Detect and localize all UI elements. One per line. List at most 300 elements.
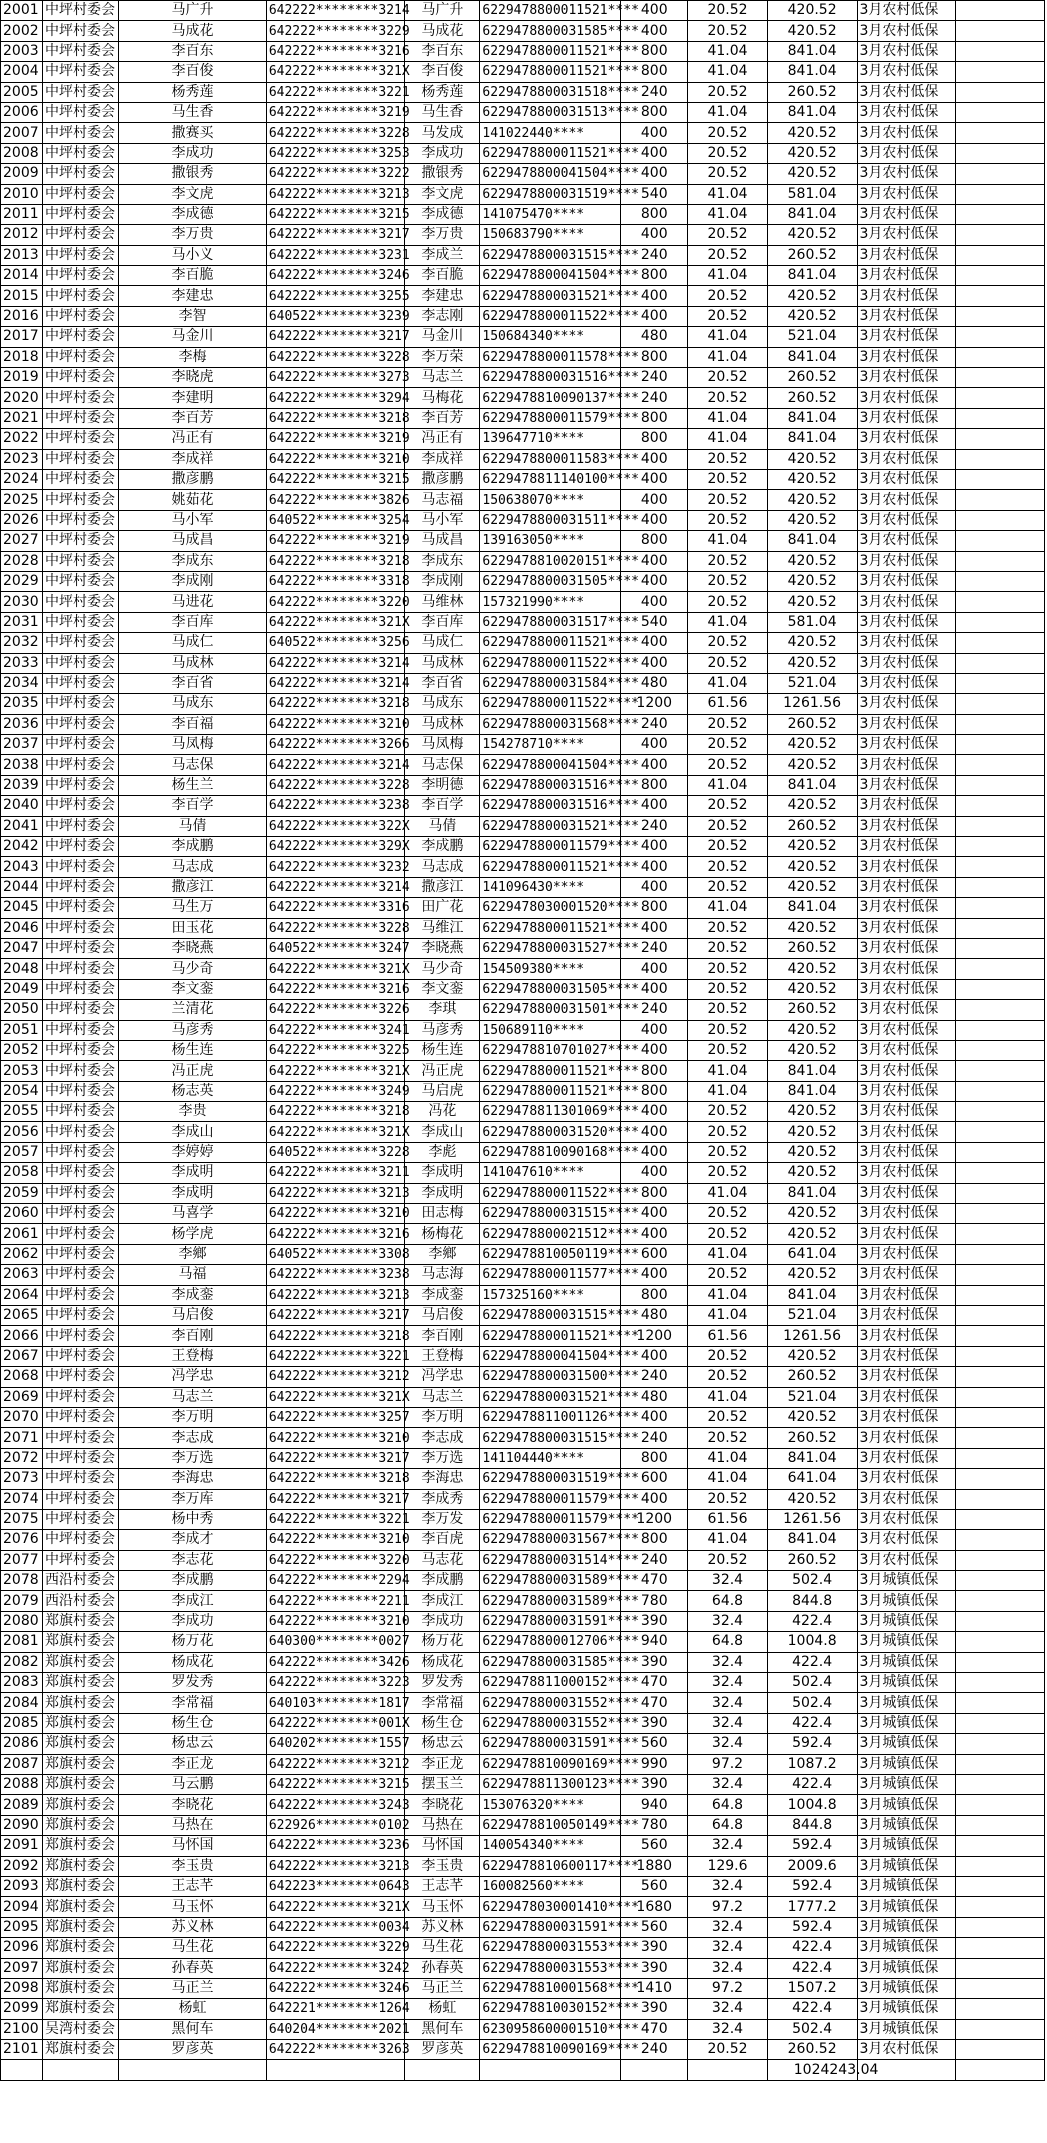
total-amount-cell: 420.52 [767, 979, 857, 999]
blank-cell [956, 633, 1045, 653]
account-cell: 6229478800031516**** [480, 368, 621, 388]
account-cell: 6229478810090168**** [480, 1142, 621, 1162]
account-cell: 6229478800011577**** [480, 1265, 621, 1285]
table-row [1, 1469, 1045, 1489]
table-row [1, 245, 1045, 265]
blank-cell [956, 2060, 1045, 2080]
table-row [1, 2019, 1045, 2039]
seq-cell: 2061 [1, 1224, 43, 1244]
table-row [1, 62, 1045, 82]
account-cell: 160082560**** [480, 1876, 621, 1896]
id-number-cell: 642222********3221 [266, 1509, 405, 1529]
account-cell: 140054340**** [480, 1836, 621, 1856]
village-cell: 中坪村委会 [43, 979, 119, 999]
name-cell: 马小军 [119, 510, 267, 530]
total-amount-cell: 420.52 [767, 143, 857, 163]
category-cell: 3月农村低保 [857, 837, 956, 857]
id-number-cell: 642222********321X [266, 959, 405, 979]
base-amount-cell: 780 [621, 1815, 688, 1835]
base-amount-cell: 390 [621, 1958, 688, 1978]
payee-cell: 李成鹏 [405, 1571, 480, 1591]
name-cell: 李成德 [119, 204, 267, 224]
name-cell: 李百学 [119, 796, 267, 816]
table-row [1, 327, 1045, 347]
base-amount-cell: 940 [621, 1632, 688, 1652]
table-row [1, 1876, 1045, 1896]
seq-cell: 2060 [1, 1204, 43, 1224]
payee-cell: 马志兰 [405, 1387, 480, 1407]
blank-cell [956, 612, 1045, 632]
seq-cell: 2020 [1, 388, 43, 408]
village-cell: 吴湾村委会 [43, 2019, 119, 2039]
payee-cell: 李成东 [405, 551, 480, 571]
payee-cell: 李晓花 [405, 1795, 480, 1815]
subsidy-cell: 61.56 [688, 1509, 768, 1529]
table-row [1, 1204, 1045, 1224]
name-cell: 李婷婷 [119, 1142, 267, 1162]
table-row [1, 1611, 1045, 1631]
id-number-cell: 642222********3221 [266, 82, 405, 102]
name-cell: 黑何车 [119, 2019, 267, 2039]
total-amount-cell: 260.52 [767, 368, 857, 388]
id-number-cell: 642222********3218 [266, 551, 405, 571]
subsidy-cell: 20.52 [688, 979, 768, 999]
account-cell: 154278710**** [480, 735, 621, 755]
base-amount-cell: 400 [621, 592, 688, 612]
payee-cell: 李百省 [405, 673, 480, 693]
seq-cell: 2064 [1, 1285, 43, 1305]
village-cell: 中坪村委会 [43, 653, 119, 673]
table-row [1, 877, 1045, 897]
id-number-cell: 642222********321X [266, 1897, 405, 1917]
id-number-cell: 642222********3213 [266, 1856, 405, 1876]
category-cell: 3月农村低保 [857, 796, 956, 816]
blank-cell [956, 429, 1045, 449]
blank-cell [956, 1550, 1045, 1570]
name-cell: 杨秀莲 [119, 82, 267, 102]
table-row [1, 1163, 1045, 1183]
blank-cell [956, 1673, 1045, 1693]
seq-cell: 2018 [1, 347, 43, 367]
seq-cell: 2041 [1, 816, 43, 836]
account-cell: 6229478800031501**** [480, 1000, 621, 1020]
table-row [1, 755, 1045, 775]
id-number-cell: 642222********3255 [266, 286, 405, 306]
base-amount-cell: 400 [621, 959, 688, 979]
name-cell: 李百俊 [119, 62, 267, 82]
total-amount-cell: 260.52 [767, 388, 857, 408]
seq-cell: 2028 [1, 551, 43, 571]
id-number-cell: 642222********3210 [266, 1611, 405, 1631]
village-cell: 中坪村委会 [43, 1428, 119, 1448]
payee-cell: 马志海 [405, 1265, 480, 1285]
village-cell: 郑旗村委会 [43, 1836, 119, 1856]
total-amount-cell: 581.04 [767, 184, 857, 204]
total-amount-cell: 1507.2 [767, 1978, 857, 1998]
account-cell: 6229478800011578**** [480, 347, 621, 367]
name-cell: 李文虎 [119, 184, 267, 204]
blank-cell [956, 449, 1045, 469]
village-cell: 中坪村委会 [43, 857, 119, 877]
subsidy-cell: 32.4 [688, 1652, 768, 1672]
category-cell: 3月农村低保 [857, 1407, 956, 1427]
id-number-cell: 642222********001X [266, 1713, 405, 1733]
blank-cell [405, 2060, 480, 2080]
account-cell: 6229478800031513**** [480, 102, 621, 122]
table-row [1, 837, 1045, 857]
table-row [1, 1448, 1045, 1468]
grand-total-cell: 1024243.04 [767, 2060, 857, 2080]
total-amount-cell: 260.52 [767, 1367, 857, 1387]
payee-cell: 李成銮 [405, 1285, 480, 1305]
seq-cell: 2014 [1, 266, 43, 286]
seq-cell: 2054 [1, 1081, 43, 1101]
seq-cell: 2086 [1, 1734, 43, 1754]
blank-cell [956, 1958, 1045, 1978]
category-cell: 3月城镇低保 [857, 1836, 956, 1856]
subsidy-cell: 20.52 [688, 633, 768, 653]
category-cell: 3月农村低保 [857, 164, 956, 184]
table-row [1, 694, 1045, 714]
subsidy-cell: 20.52 [688, 1550, 768, 1570]
category-cell: 3月城镇低保 [857, 1652, 956, 1672]
total-amount-cell: 260.52 [767, 82, 857, 102]
table-row [1, 1571, 1045, 1591]
base-amount-cell: 800 [621, 1061, 688, 1081]
table-row [1, 102, 1045, 122]
village-cell: 郑旗村委会 [43, 1978, 119, 1998]
table-row [1, 1020, 1045, 1040]
name-cell: 李成鹏 [119, 1571, 267, 1591]
village-cell: 中坪村委会 [43, 877, 119, 897]
blank-cell [956, 123, 1045, 143]
account-cell: 6229478800011579**** [480, 837, 621, 857]
seq-cell: 2073 [1, 1469, 43, 1489]
village-cell: 中坪村委会 [43, 1407, 119, 1427]
village-cell: 中坪村委会 [43, 918, 119, 938]
total-amount-cell: 422.4 [767, 1652, 857, 1672]
name-cell: 李成才 [119, 1530, 267, 1550]
table-row [1, 1040, 1045, 1060]
total-amount-cell: 260.52 [767, 714, 857, 734]
payee-cell: 马倩 [405, 816, 480, 836]
village-cell: 中坪村委会 [43, 245, 119, 265]
seq-cell: 2059 [1, 1183, 43, 1203]
blank-cell [956, 62, 1045, 82]
subsidy-cell: 41.04 [688, 1530, 768, 1550]
table-row [1, 714, 1045, 734]
seq-cell: 2009 [1, 164, 43, 184]
seq-cell: 2084 [1, 1693, 43, 1713]
base-amount-cell: 400 [621, 1224, 688, 1244]
total-amount-cell: 260.52 [767, 2040, 857, 2060]
blank-cell [956, 408, 1045, 428]
id-number-cell: 642222********3219 [266, 531, 405, 551]
name-cell: 马志保 [119, 755, 267, 775]
blank-cell [956, 1061, 1045, 1081]
id-number-cell: 640522********3254 [266, 510, 405, 530]
name-cell: 杨成花 [119, 1652, 267, 1672]
total-amount-cell: 420.52 [767, 1142, 857, 1162]
blank-cell [956, 1040, 1045, 1060]
base-amount-cell: 400 [621, 551, 688, 571]
table-row [1, 82, 1045, 102]
blank-cell [956, 1020, 1045, 1040]
subsidy-cell: 41.04 [688, 1387, 768, 1407]
total-amount-cell: 841.04 [767, 1285, 857, 1305]
seq-cell: 2023 [1, 449, 43, 469]
id-number-cell: 642222********3294 [266, 388, 405, 408]
blank-cell [266, 2060, 405, 2080]
base-amount-cell: 480 [621, 1306, 688, 1326]
name-cell: 马少奇 [119, 959, 267, 979]
payee-cell: 李成功 [405, 143, 480, 163]
subsidy-cell: 41.04 [688, 1244, 768, 1264]
table-row [1, 1285, 1045, 1305]
base-amount-cell: 400 [621, 510, 688, 530]
blank-cell [956, 1367, 1045, 1387]
seq-cell: 2021 [1, 408, 43, 428]
account-cell: 6229478030001410**** [480, 1897, 621, 1917]
category-cell: 3月农村低保 [857, 102, 956, 122]
total-amount-cell: 420.52 [767, 1489, 857, 1509]
seq-cell: 2029 [1, 571, 43, 591]
seq-cell: 2032 [1, 633, 43, 653]
id-number-cell: 642222********2211 [266, 1591, 405, 1611]
base-amount-cell: 560 [621, 1836, 688, 1856]
total-amount-cell: 422.4 [767, 1713, 857, 1733]
table-row [1, 306, 1045, 326]
table-row [1, 1428, 1045, 1448]
blank-cell [956, 1876, 1045, 1896]
blank-cell [956, 1448, 1045, 1468]
category-cell: 3月城镇低保 [857, 1673, 956, 1693]
total-amount-cell: 420.52 [767, 1265, 857, 1285]
base-amount-cell: 400 [621, 1346, 688, 1366]
account-cell: 6229478800031515**** [480, 245, 621, 265]
payee-cell: 马生香 [405, 102, 480, 122]
base-amount-cell: 400 [621, 735, 688, 755]
base-amount-cell: 800 [621, 531, 688, 551]
id-number-cell: 642222********3217 [266, 1489, 405, 1509]
id-number-cell: 642222********3246 [266, 1978, 405, 1998]
category-cell: 3月城镇低保 [857, 1897, 956, 1917]
account-cell: 153076320**** [480, 1795, 621, 1815]
category-cell: 3月城镇低保 [857, 1754, 956, 1774]
id-number-cell: 642222********3241 [266, 1020, 405, 1040]
name-cell: 马热在 [119, 1815, 267, 1835]
blank-cell [956, 1693, 1045, 1713]
base-amount-cell: 400 [621, 1489, 688, 1509]
village-cell: 郑旗村委会 [43, 1876, 119, 1896]
id-number-cell: 642222********3214 [266, 673, 405, 693]
blank-cell [956, 490, 1045, 510]
total-amount-cell: 841.04 [767, 41, 857, 61]
base-amount-cell: 400 [621, 755, 688, 775]
table-row [1, 1530, 1045, 1550]
total-amount-cell: 422.4 [767, 1611, 857, 1631]
table-row [1, 1407, 1045, 1427]
village-cell: 中坪村委会 [43, 1163, 119, 1183]
village-cell: 中坪村委会 [43, 225, 119, 245]
total-amount-cell: 420.52 [767, 1163, 857, 1183]
id-number-cell: 642222********3225 [266, 1040, 405, 1060]
village-cell: 郑旗村委会 [43, 1897, 119, 1917]
payee-cell: 罗彦英 [405, 2040, 480, 2060]
table-row [1, 1244, 1045, 1264]
seq-cell: 2087 [1, 1754, 43, 1774]
table-row [1, 1183, 1045, 1203]
category-cell: 3月农村低保 [857, 979, 956, 999]
village-cell: 中坪村委会 [43, 21, 119, 41]
payee-cell: 摆玉兰 [405, 1774, 480, 1794]
total-row [1, 2060, 1045, 2080]
account-cell: 6229478810050119**** [480, 1244, 621, 1264]
seq-cell: 2010 [1, 184, 43, 204]
total-amount-cell: 2009.6 [767, 1856, 857, 1876]
village-cell: 中坪村委会 [43, 327, 119, 347]
id-number-cell: 642223********0643 [266, 1876, 405, 1896]
table-row [1, 1102, 1045, 1122]
name-cell: 李晓虎 [119, 368, 267, 388]
subsidy-cell: 20.52 [688, 857, 768, 877]
subsidy-cell: 20.52 [688, 796, 768, 816]
blank-cell [956, 1306, 1045, 1326]
subsidy-cell: 20.52 [688, 388, 768, 408]
table-row [1, 1061, 1045, 1081]
village-cell: 中坪村委会 [43, 1550, 119, 1570]
base-amount-cell: 560 [621, 1917, 688, 1937]
name-cell: 李万选 [119, 1448, 267, 1468]
subsidy-cell: 41.04 [688, 62, 768, 82]
total-amount-cell: 841.04 [767, 62, 857, 82]
blank-cell [956, 2019, 1045, 2039]
category-cell: 3月城镇低保 [857, 1693, 956, 1713]
blank-cell [956, 796, 1045, 816]
category-cell: 3月城镇低保 [857, 1734, 956, 1754]
base-amount-cell: 400 [621, 1, 688, 21]
category-cell: 3月农村低保 [857, 429, 956, 449]
account-cell: 150638070**** [480, 490, 621, 510]
account-cell: 6229478800031567**** [480, 1530, 621, 1550]
total-amount-cell: 420.52 [767, 877, 857, 897]
subsidy-cell: 61.56 [688, 1326, 768, 1346]
category-cell: 3月城镇低保 [857, 1774, 956, 1794]
village-cell: 中坪村委会 [43, 612, 119, 632]
payee-cell: 李玉贵 [405, 1856, 480, 1876]
id-number-cell: 642222********3243 [266, 1795, 405, 1815]
base-amount-cell: 990 [621, 1754, 688, 1774]
total-amount-cell: 260.52 [767, 1428, 857, 1448]
base-amount-cell: 400 [621, 1040, 688, 1060]
name-cell: 马喜学 [119, 1204, 267, 1224]
seq-cell: 2024 [1, 469, 43, 489]
village-cell: 郑旗村委会 [43, 1734, 119, 1754]
name-cell: 李建忠 [119, 286, 267, 306]
base-amount-cell: 240 [621, 368, 688, 388]
base-amount-cell: 780 [621, 1591, 688, 1611]
total-amount-cell: 420.52 [767, 1040, 857, 1060]
id-number-cell: 640522********3239 [266, 306, 405, 326]
account-cell: 6229478800011521**** [480, 143, 621, 163]
subsidy-cell: 41.04 [688, 41, 768, 61]
payee-cell: 杨虹 [405, 1999, 480, 2019]
base-amount-cell: 240 [621, 714, 688, 734]
seq-cell: 2036 [1, 714, 43, 734]
seq-cell: 2045 [1, 898, 43, 918]
account-cell: 6229478810030152**** [480, 1999, 621, 2019]
category-cell: 3月农村低保 [857, 775, 956, 795]
base-amount-cell: 470 [621, 1571, 688, 1591]
payee-cell: 冯学忠 [405, 1367, 480, 1387]
category-cell: 3月农村低保 [857, 1306, 956, 1326]
name-cell: 李梅 [119, 347, 267, 367]
total-amount-cell: 420.52 [767, 1224, 857, 1244]
name-cell: 李成功 [119, 1611, 267, 1631]
blank-cell [956, 1632, 1045, 1652]
payee-cell: 马启虎 [405, 1081, 480, 1101]
total-amount-cell: 420.52 [767, 837, 857, 857]
table-row [1, 612, 1045, 632]
seq-cell: 2094 [1, 1897, 43, 1917]
subsidy-cell: 20.52 [688, 1265, 768, 1285]
base-amount-cell: 390 [621, 1611, 688, 1631]
category-cell: 3月城镇低保 [857, 1591, 956, 1611]
account-cell: 6229478800021512**** [480, 1224, 621, 1244]
account-cell: 6229478800031589**** [480, 1571, 621, 1591]
total-amount-cell: 521.04 [767, 673, 857, 693]
payee-cell: 李常福 [405, 1693, 480, 1713]
subsidy-cell: 97.2 [688, 1978, 768, 1998]
id-number-cell: 642222********2294 [266, 1571, 405, 1591]
base-amount-cell: 400 [621, 979, 688, 999]
name-cell: 李成鹏 [119, 837, 267, 857]
payee-cell: 杨忠云 [405, 1734, 480, 1754]
seq-cell: 2099 [1, 1999, 43, 2019]
category-cell: 3月农村低保 [857, 62, 956, 82]
category-cell: 3月农村低保 [857, 204, 956, 224]
id-number-cell: 642222********3266 [266, 735, 405, 755]
seq-cell: 2058 [1, 1163, 43, 1183]
subsidy-cell: 20.52 [688, 959, 768, 979]
name-cell: 杨志英 [119, 1081, 267, 1101]
category-cell: 3月农村低保 [857, 1000, 956, 1020]
id-number-cell: 640204********2021 [266, 2019, 405, 2039]
id-number-cell: 640522********3228 [266, 1142, 405, 1162]
id-number-cell: 642222********3253 [266, 143, 405, 163]
base-amount-cell: 240 [621, 938, 688, 958]
account-cell: 6229478810090169**** [480, 1754, 621, 1774]
base-amount-cell: 240 [621, 1000, 688, 1020]
blank-cell [956, 1509, 1045, 1529]
total-amount-cell: 422.4 [767, 1958, 857, 1978]
table-row [1, 1978, 1045, 1998]
payee-cell: 李琪 [405, 1000, 480, 1020]
payee-cell: 马热在 [405, 1815, 480, 1835]
total-amount-cell: 841.04 [767, 408, 857, 428]
blank-cell [956, 1387, 1045, 1407]
category-cell: 3月农村低保 [857, 877, 956, 897]
seq-cell: 2074 [1, 1489, 43, 1509]
total-amount-cell: 420.52 [767, 959, 857, 979]
payee-cell: 罗发秀 [405, 1673, 480, 1693]
payee-cell: 马发成 [405, 123, 480, 143]
subsidy-cell: 41.04 [688, 1081, 768, 1101]
table-row [1, 184, 1045, 204]
village-cell: 中坪村委会 [43, 1530, 119, 1550]
blank-cell [956, 347, 1045, 367]
seq-cell: 2063 [1, 1265, 43, 1285]
